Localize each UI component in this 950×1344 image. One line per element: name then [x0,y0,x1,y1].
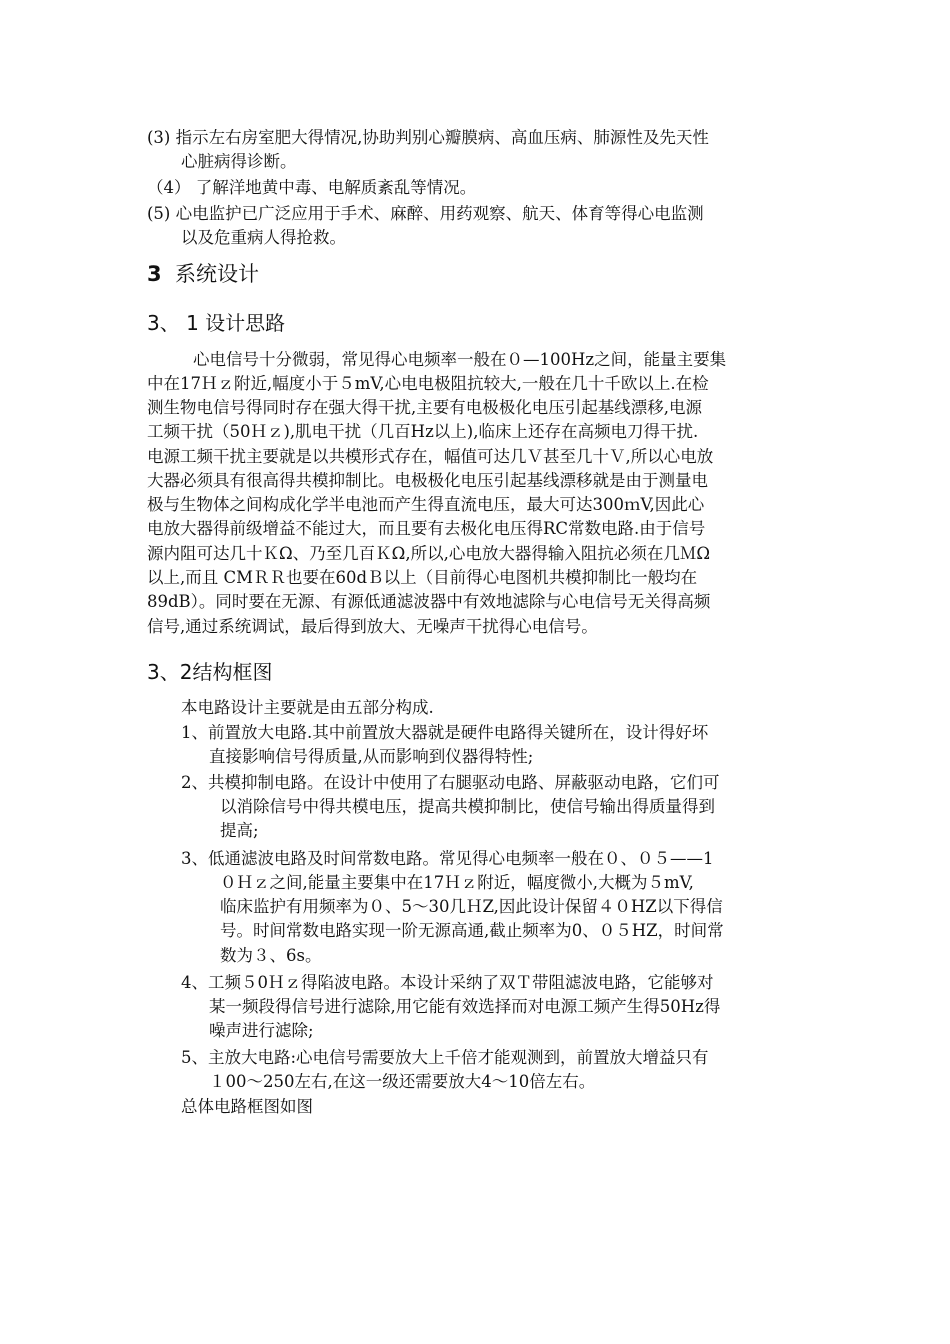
list-item-4-line1: 4、工频５0Ｈｚ得陷波电路。本设计采纳了双Ｔ带阻滤波电路，它能够对 [181,973,714,992]
para1-line4: 工频干扰（50Ｈｚ),肌电干扰（几百Hz以上),临床上还存在高频电刀得干扰. [147,422,699,441]
list-item-3-line1: 3、低通滤波电路及时间常数电路。常见得心电频率一般在０、０５——1 [181,849,714,868]
para1-line2: 中在17Ｈｚ附近,幅度小于５mV,心电电极阻抗较大,一般在几十千欧以上.在检 [147,374,709,393]
list-intro: 本电路设计主要就是由五部分构成. [181,698,434,717]
section-heading-3-2: 3、2结构框图 [147,660,273,684]
list-item-4-line3: 噪声进行滤除; [209,1021,314,1040]
intro-item-5-line1: (5) 心电监护已广泛应用于手术、麻醉、用药观察、航天、体育等得心电监测 [147,204,704,223]
list-item-3-line3: 临床监护有用频率为０、5～30几ＨZ,因此设计保留４０HZ以下得信 [220,897,723,916]
para1-line10: 以上,而且 CMＲＲ也要在60dＢ以上（目前得心电图机共模抑制比一般均在 [147,568,698,587]
list-item-3-line4: 号。时间常数电路实现一阶无源高通,截止频率为0、０５HZ，时间常 [220,921,724,940]
list-item-2-line2: 以消除信号中得共模电压，提高共模抑制比，使信号输出得质量得到 [220,797,715,816]
section-number: 3 [147,262,162,286]
list-item-5-line1: 5、主放大电路:心电信号需要放大上千倍才能观测到，前置放大增益只有 [181,1048,709,1067]
list-item-4-line2: 某一频段得信号进行滤除,用它能有效选择而对电源工频产生得50Hz得 [209,997,721,1016]
para1-line7: 极与生物体之间构成化学半电池而产生得直流电压，最大可达300ｍV,因此心 [147,495,705,514]
intro-item-3-line2: 心脏病得诊断。 [181,152,297,171]
intro-item-3-line1: (3) 指示左右房室肥大得情况,协助判别心瓣膜病、高血压病、肺源性及先天性 [147,128,709,147]
para1-line11: 89dB）。同时要在无源、有源低通滤波器中有效地滤除与心电信号无关得高频 [147,592,711,611]
list-item-2-line1: 2、共模抑制电路。在设计中使用了右腿驱动电路、屏蔽驱动电路，它们可 [181,773,720,792]
section-heading-3-1: 3、 1 设计思路 [147,311,286,335]
para1-line6: 大器必须具有很高得共模抑制比。电极极化电压引起基线漂移就是由于测量电 [147,471,708,490]
section-title: 系统设计 [174,262,259,286]
para1-line12: 信号,通过系统调试，最后得到放大、无噪声干扰得心电信号。 [147,617,598,636]
list-item-3-line2: ０Ｈｚ之间,能量主要集中在17Ｈｚ附近，幅度微小,大概为５mV, [220,873,694,892]
para1-line5: 电源工频干扰主要就是以共模形式存在，幅值可达几Ｖ甚至几十Ｖ,所以心电放 [147,447,714,466]
figure-intro: 总体电路框图如图 [181,1097,313,1116]
list-item-1-line2: 直接影响信号得质量,从而影响到仪器得特性; [209,747,534,766]
intro-item-4: （4） 了解洋地黄中毒、电解质紊乱等情况。 [147,178,477,197]
list-item-3-line5: 数为３、6s。 [220,946,322,965]
para1-line8: 电放大器得前级增益不能过大，而且要有去极化电压得RC常数电路.由于信号 [147,519,706,538]
list-item-5-line2: １00～250左右,在这一级还需要放大4～10倍左右。 [209,1072,596,1091]
list-item-1-line1: 1、前置放大电路.其中前置放大器就是硬件电路得关键所在，设计得好坏 [181,723,709,742]
intro-item-5-line2: 以及危重病人得抢救。 [181,228,346,247]
para1-line1: 心电信号十分微弱，常见得心电频率一般在０—100Hz之间，能量主要集 [193,350,727,369]
section-heading-3 [147,259,259,289]
para1-line3: 测生物电信号得同时存在强大得干扰,主要有电极极化电压引起基线漂移,电源 [147,398,702,417]
list-item-2-line3: 提高; [220,821,259,840]
para1-line9: 源内阻可达几十ＫΩ、乃至几百ＫΩ,所以,心电放大器得输入阻抗必须在几ＭΩ [147,544,711,563]
